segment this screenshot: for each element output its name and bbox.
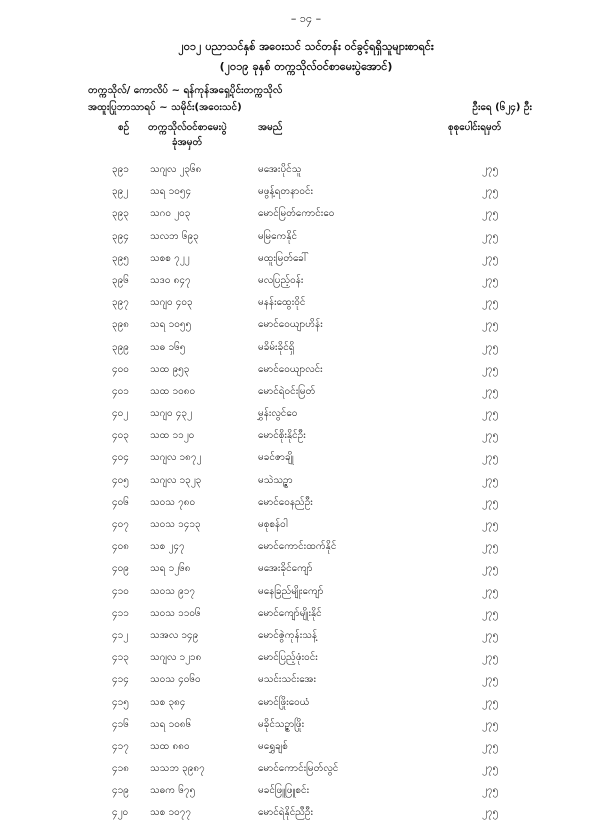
student-name: မစုစန်ဝါ: [258, 519, 288, 530]
table-row: [0, 559, 612, 581]
registration-number: သဂျလ ၁၃၂၃: [150, 474, 202, 486]
row-number: ၃၉၃: [112, 208, 129, 220]
student-name: မခင်ဇာချို: [258, 452, 294, 464]
table-row: [0, 582, 612, 604]
registration-number: သစ ၂၄၇: [150, 541, 185, 553]
score: ၂၇၅: [482, 186, 499, 198]
table-row: [0, 227, 612, 249]
student-name: မခင်ဖြူဖြူစင်း: [258, 785, 310, 797]
registration-number: သဂျလ ၁၂၁၈: [150, 652, 202, 664]
row-number: ၄၁၂: [112, 629, 129, 641]
row-number: ၄၀၉: [112, 563, 129, 575]
subject-line: အထူးပြုဘာသာရပ် ~ သမိုင်း(အဝေးသင်): [88, 102, 242, 113]
table-row: [0, 182, 612, 204]
student-name: မောင်ဝေယျာဟိန်း: [258, 319, 323, 331]
score: ၂၇၅: [482, 385, 499, 397]
university-line: တက္ကသိုလ်/ ကောလိပ် ~ ရန်ကုန်အရှေ့ပိုင်းတက္ကသိုလ်: [88, 85, 283, 96]
results-table: [0, 160, 612, 826]
student-name: မနန်းထွေးဝိုင်: [258, 297, 306, 309]
score: ၂၇၅: [482, 474, 499, 486]
score: ၂၇၅: [482, 785, 499, 797]
registration-number: သထ ၈၈၀: [150, 740, 190, 752]
score: ၂၇၅: [482, 674, 499, 686]
header-no: စဉ်: [118, 122, 130, 133]
row-number: ၃၉၈: [112, 319, 129, 331]
score: ၂၇၅: [482, 541, 499, 553]
row-number: ၃၉၁: [112, 164, 129, 175]
table-row: [0, 271, 612, 293]
table-row: [0, 448, 612, 470]
registration-number: သရ ၁၀၅၄: [150, 186, 192, 198]
table-row: [0, 737, 612, 759]
student-name: မောင်ရဲနိုင်ညီဦး: [258, 807, 314, 819]
student-name: မောင်ကောင်းမြတ်လွင်: [258, 763, 339, 775]
table-row: [0, 293, 612, 315]
table-row: [0, 626, 612, 648]
registration-number: သဓ ၁၆၅: [150, 341, 186, 353]
registration-number: သဝသ ၁၄၁၃: [150, 519, 201, 530]
row-number: ၄၁၁: [112, 607, 129, 619]
table-row: [0, 693, 612, 715]
row-number: ၃၉၂: [112, 186, 129, 198]
score: ၂၇၅: [482, 652, 499, 664]
registration-number: သဝသ ၁၁၀၆: [150, 607, 201, 619]
student-name: မောင်ဝေနည်ဦး: [258, 496, 313, 508]
student-name: မောင်ကျော်မျိုးနိုင်: [258, 607, 322, 619]
registration-number: သထ ၁၀၈၀: [150, 385, 196, 397]
registration-number: သရ ၁၀၅၅: [150, 319, 192, 331]
table-row: [0, 382, 612, 404]
row-number: ၄၁၅: [112, 696, 129, 708]
header-name: အမည်: [258, 122, 283, 133]
registration-number: သဝသ ၉၁၇: [150, 585, 196, 597]
score: ၂၇၅: [482, 629, 499, 641]
student-name: မောင်မြတ်ကောင်းဝေ: [258, 208, 335, 220]
table-row: [0, 604, 612, 626]
student-name: မောင်ကောင်းထက်နိုင်: [258, 541, 337, 553]
total-count: ဦးရေ (၆၂၄) ဦး: [472, 102, 532, 113]
score: ၂၇၅: [482, 230, 499, 242]
registration-number: သစ ၁၀၇၇: [150, 807, 191, 819]
table-row: [0, 315, 612, 337]
student-name: မောင်ပြည့်ဖုံးဝင်း: [258, 652, 318, 664]
score: ၂၇၅: [482, 607, 499, 619]
registration-number: သဒ၀ ၈၄၇: [150, 274, 191, 286]
document-title: ၂၀၁၂ ပညာသင်နှစ် အဝေးသင် သင်တန်း ဝင်ခွင့်ရရှိသူများစာရင်း: [178, 40, 434, 53]
score: ၂၇၅: [482, 696, 499, 708]
row-number: ၃၉၅: [112, 252, 129, 264]
row-number: ၄၀၅: [112, 474, 129, 486]
row-number: ၃၉၇: [112, 297, 129, 309]
table-row: [0, 338, 612, 360]
row-number: ၃၉၉: [112, 341, 129, 353]
row-number: ၄၁၉: [112, 785, 129, 797]
score: ၂၇၅: [482, 363, 499, 375]
row-number: ၄၁၇: [112, 740, 129, 752]
student-name: မခိမ်းခိုင်ရှိ: [258, 341, 295, 353]
student-name: မလပြည့်ဝန်း: [258, 274, 304, 286]
table-row: [0, 160, 612, 182]
table-row: [0, 360, 612, 382]
header-reg-line2: ခုံအမှတ်: [172, 137, 203, 148]
student-name: မောင်ဖြိုးဝေယံ: [258, 696, 310, 708]
registration-number: သလဘ ၆၉၃: [150, 230, 199, 242]
row-number: ၄၁၈: [112, 763, 129, 775]
row-number: ၃၉၄: [112, 230, 129, 242]
document-subtitle: (၂၀၁၉ ခုနှစ် တက္ကသိုလ်ဝင်စာမေးပွဲအောင်): [219, 60, 393, 73]
registration-number: သစ ၃၈၄: [150, 696, 186, 708]
student-name: မခိုင်သဉ္ဇာဖြိုး: [258, 718, 305, 730]
registration-number: သဂျလ ၁၈၇၂: [150, 452, 202, 464]
page-number: – ၁၄ –: [290, 12, 322, 25]
score: ၂၇၅: [482, 274, 499, 286]
score: ၂၇၅: [482, 763, 499, 775]
row-number: ၄၀၂: [112, 408, 129, 420]
student-name: မနေခြည်မျိုးကျော်: [258, 585, 324, 597]
student-name: မအေးပိုင်သူ: [258, 164, 302, 175]
student-name: မောင်ဝေယျာလင်း: [258, 363, 323, 375]
row-number: ၄၂၀: [112, 807, 129, 819]
student-name: မောင်ဇွဲကုန်းသန့်: [258, 629, 318, 641]
row-number: ၄၁၃: [112, 652, 129, 664]
score: ၂၇၅: [482, 319, 499, 331]
registration-number: သရ ၁၀၈၆: [150, 718, 192, 730]
row-number: ၄၀၁: [112, 385, 129, 397]
table-row: [0, 426, 612, 448]
table-row: [0, 537, 612, 559]
score: ၂၇၅: [482, 341, 499, 353]
table-row: [0, 781, 612, 803]
score: ၂၇၅: [482, 563, 499, 575]
student-name: မမြကေနိုင်: [258, 230, 298, 242]
student-name: မသင်းသင်းအေး: [258, 674, 316, 686]
score: ၂၇၅: [482, 430, 499, 442]
registration-number: သဝသ ၇၈၀: [150, 496, 196, 508]
score: ၂၇၅: [482, 740, 499, 752]
registration-number: သထ ၉၅၃: [150, 363, 190, 375]
row-number: ၄၁၀: [112, 585, 129, 597]
row-number: ၄၀၈: [112, 541, 129, 553]
score: ၂၇၅: [482, 807, 499, 819]
registration-number: သဂ၀ ၂၀၃: [150, 208, 191, 220]
table-row: [0, 803, 612, 825]
row-number: ၄၁၆: [112, 718, 129, 730]
student-name: မထူးမြတ်ခေါ်: [258, 252, 309, 264]
table-row: [0, 471, 612, 493]
score: ၂၇၅: [482, 297, 499, 309]
student-name: မရွှေချစ်: [258, 740, 288, 752]
table-row: [0, 515, 612, 537]
column-headers: [0, 120, 612, 152]
row-number: ၄၀၆: [112, 496, 129, 508]
registration-number: သသဘ ၃၉၈၇: [150, 763, 205, 775]
table-row: [0, 493, 612, 515]
score: ၂၇၅: [482, 585, 499, 597]
score: ၂၇၅: [482, 452, 499, 464]
header-reg: တက္ကသိုလ်ဝင်စာမေးပွဲ: [148, 122, 227, 133]
student-name: မောင်ရဲဝင်းမြတ်: [258, 385, 316, 397]
student-name: မဖွန့်ရတနာဝင်း: [258, 186, 314, 198]
table-row: [0, 648, 612, 670]
registration-number: သအလ ၁၄၉: [150, 629, 199, 641]
header-score: စုစုပေါင်းရမှတ်: [448, 122, 502, 133]
student-name: မွှန်းလွင်ဝေ: [258, 408, 298, 420]
score: ၂၇၅: [482, 718, 499, 730]
score: ၂၇၅: [482, 496, 499, 508]
score: ၂၇၅: [482, 408, 499, 420]
registration-number: သဂျ၀ ၄၃၂: [150, 408, 192, 420]
score: ၂၇၅: [482, 519, 499, 530]
row-number: ၄၀၃: [112, 430, 129, 442]
table-row: [0, 249, 612, 271]
row-number: ၄၀၀: [112, 363, 129, 375]
registration-number: သစစ ၇၂၂: [150, 252, 190, 264]
student-name: မသဲသဉ္ဇာ: [258, 474, 293, 486]
row-number: ၄၀၄: [112, 452, 129, 464]
registration-number: သဝသ ၄၀၆၀: [150, 674, 201, 686]
table-row: [0, 670, 612, 692]
row-number: ၄၁၄: [112, 674, 129, 686]
registration-number: သဂျလ ၂၃၆၈: [150, 164, 202, 175]
table-row: [0, 759, 612, 781]
table-row: [0, 715, 612, 737]
student-name: မောင်စိုးနိုင်ဦး: [258, 430, 306, 442]
registration-number: သဓက ၆၇၅: [150, 785, 196, 797]
score: ၂၇၅: [482, 164, 499, 175]
registration-number: သထ ၁၁၂၀: [150, 430, 195, 442]
table-row: [0, 204, 612, 226]
score: ၂၇၅: [482, 252, 499, 264]
student-name: မအေးခိုင်ကျော်: [258, 563, 313, 575]
table-row: [0, 404, 612, 426]
registration-number: သရ ၁၂၆၈: [150, 563, 191, 575]
row-number: ၄၀၇: [112, 519, 129, 530]
score: ၂၇၅: [482, 208, 499, 220]
registration-number: သဂျ၀ ၄၀၃: [150, 297, 193, 309]
row-number: ၃၉၆: [112, 274, 129, 286]
